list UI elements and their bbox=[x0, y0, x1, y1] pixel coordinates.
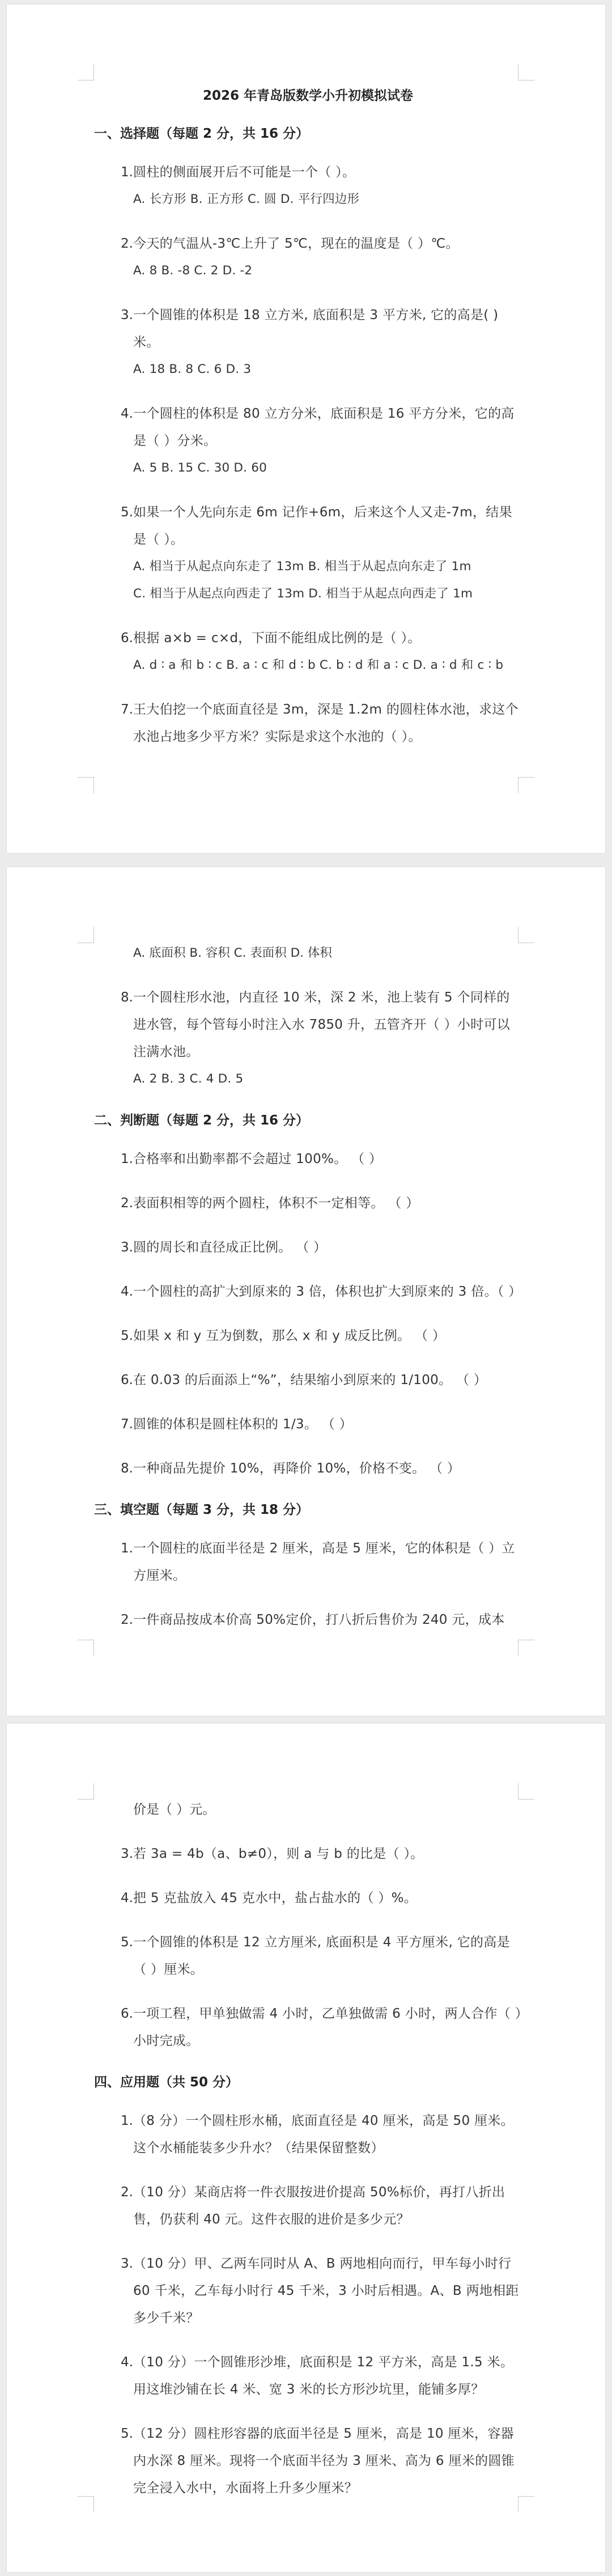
question-stem: 今天的气温从-3℃上升了 5℃，现在的温度是（ ）℃。 bbox=[133, 236, 459, 251]
question-stem: 表面积相等的两个圆柱，体积不一定相等。 （ ） bbox=[133, 1196, 419, 1211]
question-item bbox=[94, 499, 522, 608]
crop-mark bbox=[78, 1783, 94, 1800]
question-number: 7. bbox=[121, 1417, 133, 1432]
question-item bbox=[94, 2000, 522, 2055]
question-item bbox=[94, 2107, 522, 2162]
question-number: 3. bbox=[121, 308, 133, 322]
question-stem: 一个圆柱形水池，内直径 10 米，深 2 米，池上装有 5 个同样的进水管，每个管每小时注入水 7850 升，五管齐开（ ）小时可以注满水池。 bbox=[133, 990, 511, 1059]
question-item bbox=[94, 2250, 522, 2332]
question-stem: 如果 x 和 y 互为倒数，那么 x 和 y 成反比例。 （ ） bbox=[133, 1329, 446, 1343]
question-stem: 根据 a×b = c×d，下面不能组成比例的是（ ）。 bbox=[133, 631, 421, 646]
crop-mark bbox=[518, 777, 534, 793]
question-options: A. 长方形 B. 正方形 C. 圆 D. 平行四边形 bbox=[133, 192, 360, 206]
question-stem: 合格率和出勤率都不会超过 100%。 （ ） bbox=[133, 1152, 382, 1166]
page-content bbox=[94, 940, 522, 1650]
question-number: 6. bbox=[121, 1373, 133, 1387]
question-stem: 王大伯挖一个底面直径是 3m，深是 1.2m 的圆柱体水池，求这个水池占地多少平方米？实际是求这个水池的（ ）。 bbox=[133, 702, 518, 744]
crop-mark bbox=[78, 1640, 94, 1656]
question-options: A. 相当于从起点向东走了 13m B. 相当于从起点向东走了 1m bbox=[133, 559, 471, 574]
section-heading: 三、填空题（每题 3 分，共 18 分） bbox=[94, 1503, 309, 1517]
question-item bbox=[94, 2349, 522, 2403]
question-number: 5. bbox=[121, 2426, 133, 2441]
question-number: 5. bbox=[121, 1329, 133, 1343]
question-number: 3. bbox=[121, 1240, 133, 1255]
question-item bbox=[94, 1322, 522, 1349]
question-stem: 若 3a = 4b（a、b≠0），则 a 与 b 的比是（ ）。 bbox=[133, 1847, 424, 1861]
question-item bbox=[94, 984, 522, 1093]
crop-mark bbox=[78, 927, 94, 943]
question-stem: 一种商品先提价 10%，再降价 10%，价格不变。 （ ） bbox=[133, 1461, 461, 1476]
question-item bbox=[94, 1234, 522, 1261]
question-number: 2. bbox=[121, 1612, 133, 1627]
question-number: 1. bbox=[121, 165, 133, 180]
crop-mark bbox=[78, 2496, 94, 2513]
document-page-3 bbox=[7, 1724, 605, 2572]
section-heading: 二、判断题（每题 2 分，共 16 分） bbox=[94, 1113, 309, 1128]
question-number: 5. bbox=[121, 1935, 133, 1950]
question-stem: 圆的周长和直径成正比例。 （ ） bbox=[133, 1240, 327, 1255]
question-stem: 一个圆锥的体积是 12 立方厘米, 底面积是 4 平方厘米, 它的高是（ ）厘米。 bbox=[133, 1935, 510, 1977]
question-options: C. 相当于从起点向西走了 13m D. 相当于从起点向西走了 1m bbox=[133, 587, 473, 601]
question-item bbox=[94, 302, 522, 383]
question-number: 8. bbox=[121, 1461, 133, 1476]
question-options: A. d ∶ a 和 b ∶ c B. a ∶ c 和 d ∶ b C. b ∶ d 和 a ∶ c D. a ∶ d 和 c ∶ b bbox=[133, 658, 504, 672]
question-options: A. 18 B. 8 C. 6 D. 3 bbox=[133, 362, 252, 376]
question-number: 1. bbox=[121, 1541, 133, 1556]
question-stem: 在 0.03 的后面添上“%”，结果缩小到原来的 1/100。 （ ） bbox=[133, 1373, 487, 1387]
question-stem: 一个圆柱的底面半径是 2 厘米，高是 5 厘米，它的体积是（ ）立方厘米。 bbox=[133, 1541, 515, 1583]
question-options: A. 8 B. -8 C. 2 D. -2 bbox=[133, 264, 253, 278]
question-stem: 如果一个人先向东走 6m 记作+6m，后来这个人又走-7m，结果是（ ）。 bbox=[133, 505, 512, 547]
question-number: 6. bbox=[121, 2006, 133, 2021]
question-number: 4. bbox=[121, 1284, 133, 1299]
question-item bbox=[94, 1145, 522, 1173]
question-number: 3. bbox=[121, 1847, 133, 1861]
question-stem: （10 分）甲、乙两车同时从 A、B 两地相向而行，甲车每小时行 60 千米，乙车每小时行 45 千米，3 小时后相遇。A、B 两地相距多少千米？ bbox=[133, 2256, 519, 2325]
document-title: 2026 年青岛版数学小升初模拟试卷 bbox=[202, 88, 414, 103]
page-content bbox=[94, 82, 522, 767]
question-number: 2. bbox=[121, 1196, 133, 1211]
document-page-1 bbox=[7, 5, 605, 853]
section-heading: 四、应用题（共 50 分） bbox=[94, 2075, 239, 2090]
crop-mark bbox=[518, 64, 534, 80]
question-number: 1. bbox=[121, 1152, 133, 1166]
question-number: 5. bbox=[121, 505, 133, 520]
question-item bbox=[94, 1929, 522, 1983]
question-item bbox=[94, 159, 522, 213]
question-stem: 圆锥的体积是圆柱体积的 1/3。 （ ） bbox=[133, 1417, 352, 1432]
section-heading: 一、选择题（每题 2 分，共 16 分） bbox=[94, 126, 309, 141]
question-stem: 一个圆柱的体积是 80 立方分米，底面积是 16 平方分米，它的高是（ ）分米。 bbox=[133, 406, 515, 448]
document-page-2 bbox=[7, 867, 605, 1716]
question-number: 2. bbox=[121, 236, 133, 251]
question-number: 4. bbox=[121, 1891, 133, 1906]
question-item bbox=[94, 696, 522, 750]
question-options: A. 底面积 B. 容积 C. 表面积 D. 体积 bbox=[133, 946, 332, 960]
question-item bbox=[94, 1840, 522, 1868]
question-stem: （8 分）一个圆柱形水桶，底面直径是 40 厘米，高是 50 厘米。这个水桶能装多少升水？（结果保留整数） bbox=[133, 2114, 514, 2155]
question-number: 7. bbox=[121, 702, 133, 717]
question-number: 3. bbox=[121, 2256, 133, 2271]
question-stem: 一个圆柱的高扩大到原来的 3 倍，体积也扩大到原来的 3 倍。（ ） bbox=[133, 1284, 522, 1299]
question-stem: 一件商品按成本价高 50%定价，打八折后售价为 240 元，成本 bbox=[133, 1612, 505, 1627]
question-item bbox=[94, 400, 522, 482]
question-stem: 圆柱的侧面展开后不可能是一个（ ）。 bbox=[133, 165, 356, 180]
question-item bbox=[94, 230, 522, 285]
question-number: 1. bbox=[121, 2114, 133, 2128]
question-item bbox=[94, 1535, 522, 1589]
question-stem: （12 分）圆柱形容器的底面半径是 5 厘米，高是 10 厘米，容器内水深 8 厘米。现将一个底面半径为 3 厘米、高为 6 厘米的圆锥完全浸入水中，水面将上升多少厘米？ bbox=[133, 2426, 515, 2496]
crop-mark bbox=[78, 777, 94, 793]
question-number: 4. bbox=[121, 406, 133, 421]
question-options: A. 5 B. 15 C. 30 D. 60 bbox=[133, 461, 267, 475]
question-item bbox=[94, 625, 522, 679]
question-number: 6. bbox=[121, 631, 133, 646]
question-item bbox=[94, 1885, 522, 1912]
crop-mark bbox=[78, 64, 94, 80]
question-item bbox=[94, 1411, 522, 1438]
question-item bbox=[94, 1278, 522, 1305]
question-options: A. 2 B. 3 C. 4 D. 5 bbox=[133, 1072, 244, 1086]
question-item bbox=[94, 1190, 522, 1217]
question-item bbox=[94, 1606, 522, 1633]
question-item bbox=[94, 2179, 522, 2233]
question-number: 8. bbox=[121, 990, 133, 1005]
question-stem: （10 分）某商店将一件衣服按进价提高 50%标价，再打八折出售，仍获利 40 元。这件衣服的进价是多少元？ bbox=[133, 2185, 505, 2227]
question-item bbox=[94, 1455, 522, 1482]
question-item bbox=[94, 1366, 522, 1394]
question-stem: （10 分）一个圆锥形沙堆，底面积是 12 平方米，高是 1.5 米。用这堆沙铺在长 4 米、宽 3 米的长方形沙坑里，能铺多厚？ bbox=[133, 2355, 514, 2397]
question-stem: 把 5 克盐放入 45 克水中，盐占盐水的（ ）%。 bbox=[133, 1891, 418, 1906]
question-continuation: 价是（ ）元。 bbox=[133, 1802, 216, 1817]
question-item bbox=[94, 2420, 522, 2502]
page-content bbox=[94, 1796, 522, 2519]
question-number: 2. bbox=[121, 2185, 133, 2200]
question-stem: 一项工程，甲单独做需 4 小时，乙单独做需 6 小时，两人合作（ ）小时完成。 bbox=[133, 2006, 522, 2048]
question-stem: 一个圆锥的体积是 18 立方米, 底面积是 3 平方米, 它的高是( ) 米。 bbox=[133, 308, 499, 350]
question-number: 4. bbox=[121, 2355, 133, 2370]
